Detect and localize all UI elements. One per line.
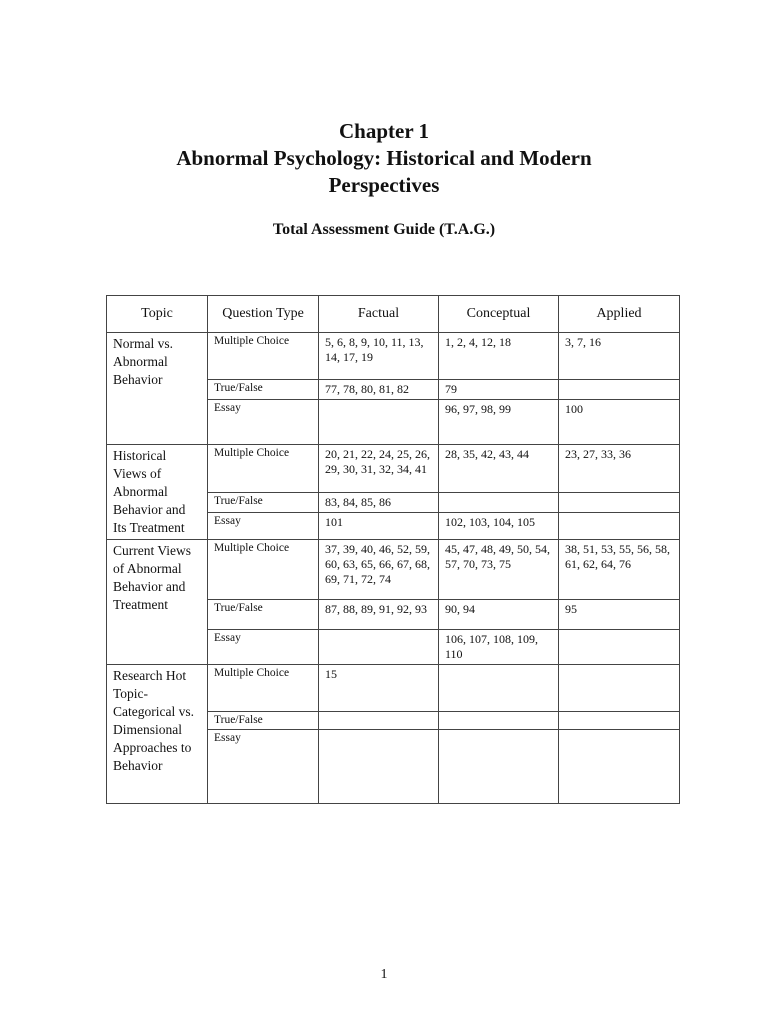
table-row: [107, 445, 680, 493]
chapter-number: Chapter 1: [338, 119, 430, 143]
header-question-type: Question Type: [208, 296, 319, 333]
applied-cell: [559, 380, 680, 400]
factual-cell: 5, 6, 8, 9, 10, 11, 13, 14, 17, 19: [319, 333, 439, 380]
applied-cell: 23, 27, 33, 36: [559, 445, 680, 493]
factual-cell: 77, 78, 80, 81, 82: [319, 380, 439, 400]
assessment-table: [106, 295, 680, 804]
conceptual-cell: 96, 97, 98, 99: [439, 400, 559, 445]
conceptual-cell: 28, 35, 42, 43, 44: [439, 445, 559, 493]
conceptual-cell: 45, 47, 48, 49, 50, 54, 57, 70, 73, 75: [439, 540, 559, 600]
header-factual: Factual: [319, 296, 439, 333]
applied-cell: 100: [559, 400, 680, 445]
page-number: 1: [380, 967, 388, 982]
conceptual-cell: [439, 493, 559, 513]
chapter-name-line-1: Abnormal Psychology: Historical and Modern: [176, 146, 592, 170]
factual-cell: [319, 712, 439, 730]
conceptual-cell: 1, 2, 4, 12, 18: [439, 333, 559, 380]
question-type-cell: True/False: [208, 600, 319, 630]
factual-cell: 101: [319, 513, 439, 540]
question-type-cell: Multiple Choice: [208, 445, 319, 493]
question-type-cell: Essay: [208, 513, 319, 540]
applied-cell: [559, 665, 680, 712]
conceptual-cell: [439, 712, 559, 730]
header-topic: Topic: [107, 296, 208, 333]
question-type-cell: Multiple Choice: [208, 333, 319, 380]
applied-cell: 3, 7, 16: [559, 333, 680, 380]
applied-cell: [559, 712, 680, 730]
question-type-cell: Essay: [208, 630, 319, 665]
conceptual-cell: 106, 107, 108, 109, 110: [439, 630, 559, 665]
factual-cell: 15: [319, 665, 439, 712]
applied-cell: [559, 730, 680, 804]
table-header-row: [107, 296, 680, 333]
conceptual-cell: 90, 94: [439, 600, 559, 630]
applied-cell: [559, 493, 680, 513]
factual-cell: 37, 39, 40, 46, 52, 59, 60, 63, 65, 66, 67, 68, 69, 71, 72, 74: [319, 540, 439, 600]
chapter-name-line-2: Perspectives: [328, 173, 440, 197]
conceptual-cell: [439, 730, 559, 804]
question-type-cell: True/False: [208, 712, 319, 730]
applied-cell: 38, 51, 53, 55, 56, 58, 61, 62, 64, 76: [559, 540, 680, 600]
question-type-cell: Multiple Choice: [208, 665, 319, 712]
header-conceptual: Conceptual: [439, 296, 559, 333]
factual-cell: 20, 21, 22, 24, 25, 26, 29, 30, 31, 32, 34, 41: [319, 445, 439, 493]
factual-cell: [319, 730, 439, 804]
table-row: [107, 540, 680, 600]
applied-cell: 95: [559, 600, 680, 630]
topic-cell: Normal vs. Abnormal Behavior: [107, 333, 208, 445]
topic-cell: Historical Views of Abnormal Behavior and Its Treatment: [107, 445, 208, 540]
factual-cell: [319, 630, 439, 665]
conceptual-cell: 102, 103, 104, 105: [439, 513, 559, 540]
applied-cell: [559, 513, 680, 540]
table-row: [107, 665, 680, 712]
question-type-cell: Essay: [208, 730, 319, 804]
conceptual-cell: 79: [439, 380, 559, 400]
conceptual-cell: [439, 665, 559, 712]
header-applied: Applied: [559, 296, 680, 333]
topic-cell: Research Hot Topic- Categorical vs. Dimensional Approaches to Behavior: [107, 665, 208, 804]
factual-cell: 87, 88, 89, 91, 92, 93: [319, 600, 439, 630]
guide-subtitle: Total Assessment Guide (T.A.G.): [272, 221, 496, 238]
topic-cell: Current Views of Abnormal Behavior and Treatment: [107, 540, 208, 665]
applied-cell: [559, 630, 680, 665]
question-type-cell: True/False: [208, 493, 319, 513]
factual-cell: 83, 84, 85, 86: [319, 493, 439, 513]
factual-cell: [319, 400, 439, 445]
table-row: [107, 333, 680, 380]
question-type-cell: Multiple Choice: [208, 540, 319, 600]
question-type-cell: Essay: [208, 400, 319, 445]
chapter-title: [0, 118, 768, 199]
question-type-cell: True/False: [208, 380, 319, 400]
